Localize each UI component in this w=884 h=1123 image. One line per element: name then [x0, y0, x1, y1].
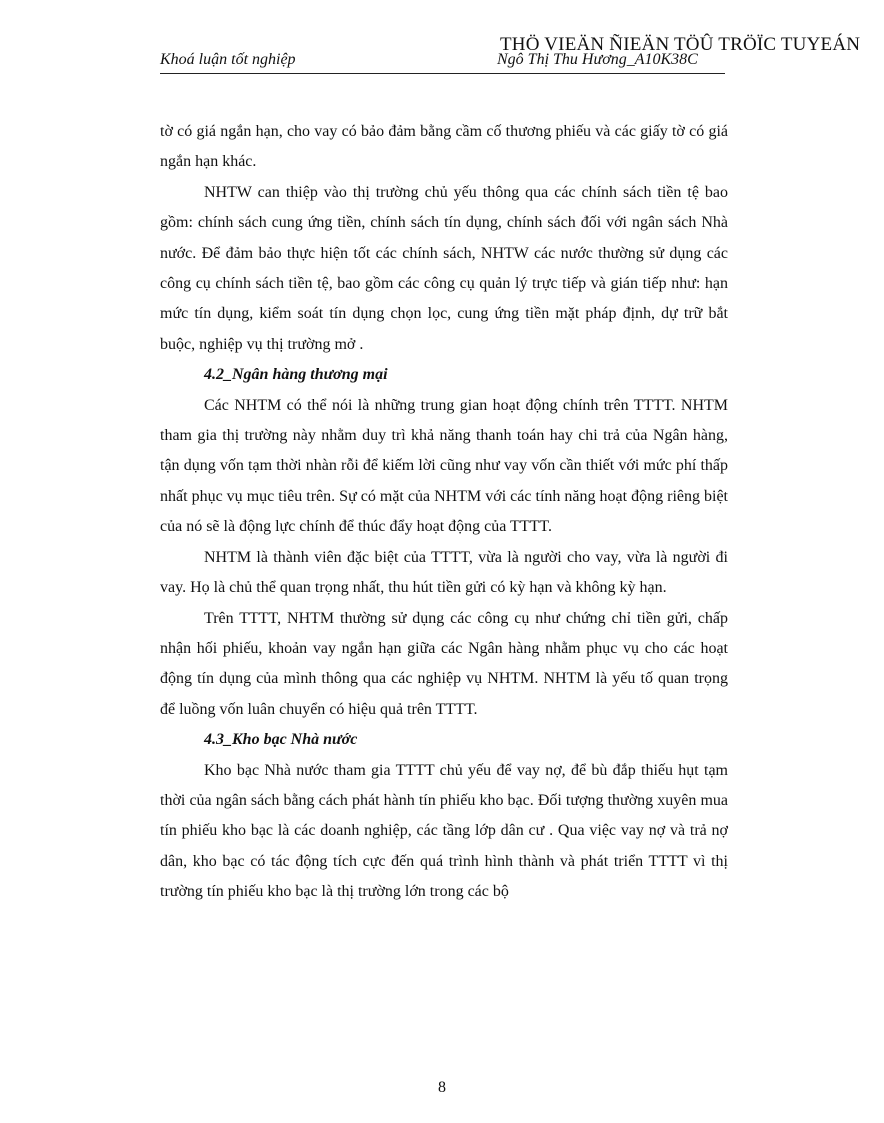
paragraph: Kho bạc Nhà nước tham gia TTTT chủ yếu để vay nợ, để bù đắp thiếu hụt tạm thời của ngân sách bằng cách phát hành tín phiếu kho bạc. Đối tượng thường xuyên mua tín phiếu kho bạc là các doanh nghiệp, các tầng lớp dân cư . Qua việc vay nợ và trả nợ dân, kho bạc có tác động tích cực đến quá trình hình thành và phát triển TTTT vì thị trường tín phiếu kho bạc là thị trường lớn trong các bộ	[160, 761, 728, 901]
paragraph: NHTW can thiệp vào thị trường chủ yếu thông qua các chính sách tiền tệ bao gồm: chính sách cung ứng tiền, chính sách tín dụng, chính sách đối với ngân sách Nhà nước. Để đảm bảo thực hiện tốt các chính sách, NHTW các nước thường sử dụng các công cụ chính sách tiền tệ, bao gồm các công cụ quản lý trực tiếp và gián tiếp như: hạn mức tín dụng, kiểm soát tín dụng chọn lọc, cung ứng tiền mặt pháp định, dự trữ bắt buộc, nghiệp vụ thị trường mở .	[160, 183, 728, 353]
header-left-title: Khoá luận tốt nghiệp	[160, 51, 296, 68]
header-right-author: Ngô Thị Thu Hương_A10K38C	[497, 51, 698, 68]
header-divider	[160, 73, 725, 74]
document-body	[160, 117, 728, 908]
paragraph: tờ có giá ngắn hạn, cho vay có bảo đảm bằng cầm cố thương phiếu và các giấy tờ có giá ngắn hạn khác.	[160, 123, 728, 171]
paragraph: Các NHTM có thể nói là những trung gian hoạt động chính trên TTTT. NHTM tham gia thị trường này nhằm duy trì khả năng thanh toán hay chi trả của Ngân hàng, tận dụng vốn tạm thời nhàn rỗi để kiếm lời cũng như vay vốn cần thiết với mức phí thấp nhất phục vụ mục tiêu trên. Sự có mặt của NHTM với các tính năng hoạt động riêng biệt của nó sẽ là động lực chính để thúc đẩy hoạt động của TTTT.	[160, 396, 728, 536]
watermark-text: THÖ VIEÄN ÑIEÄN TÖÛ TRÖÏC TUYEÁN	[500, 34, 861, 55]
section-heading: 4.2_Ngân hàng thương mại	[204, 366, 388, 384]
paragraph: Trên TTTT, NHTM thường sử dụng các công cụ như chứng chỉ tiền gửi, chấp nhận hối phiếu, khoản vay ngắn hạn giữa các Ngân hàng nhằm phục vụ cho các hoạt động tín dụng của mình thông qua các nghiệp vụ NHTM. NHTM là yếu tố quan trọng để luồng vốn luân chuyển có hiệu quả trên TTTT.	[160, 609, 728, 718]
section-heading: 4.3_Kho bạc Nhà nước	[204, 731, 358, 749]
paragraph: NHTM là thành viên đặc biệt của TTTT, vừa là người cho vay, vừa là người đi vay. Họ là chủ thể quan trọng nhất, thu hút tiền gửi có kỳ hạn và không kỳ hạn.	[160, 548, 728, 597]
page-number: 8	[438, 1079, 446, 1096]
